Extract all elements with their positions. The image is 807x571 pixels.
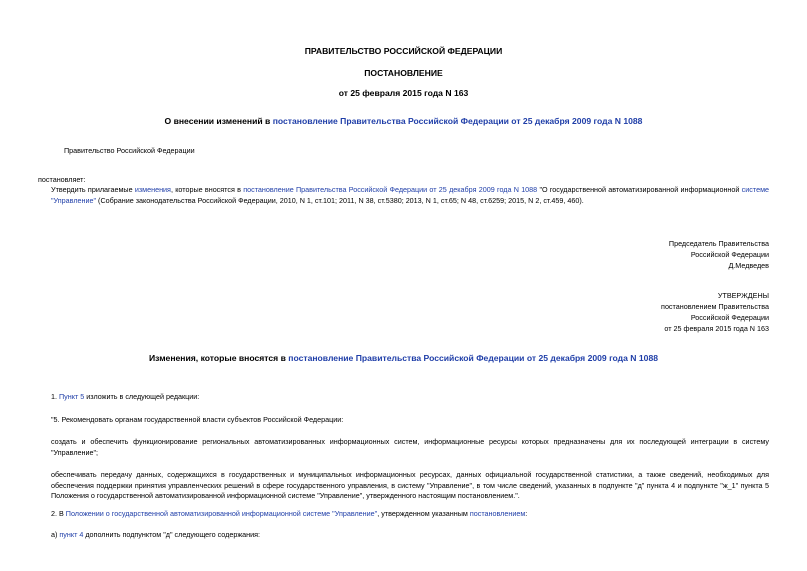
item-2a-link[interactable]: пункт 4	[59, 530, 84, 539]
document-title-text: О внесении изменений в	[164, 116, 273, 126]
resolution-link[interactable]: постановление Правительства Российской Федерации от 25 декабря 2009 года N 1088	[243, 185, 538, 194]
quote-create-systems: создать и обеспечить функционирование региональных автоматизированных информационных систем, информационные ресурсы которых предназначены для их последующей интеграции в систему "Управление";	[51, 437, 769, 457]
item-2-regulation-link[interactable]: Положении о государственной автоматизированной информационной системе "Управление"	[65, 509, 378, 518]
approved-date: от 25 февраля 2015 года N 163	[664, 324, 769, 333]
changes-link[interactable]: изменения	[134, 185, 171, 194]
item-2a	[51, 530, 260, 541]
item-2-text-b: , утвержденном указанным	[377, 509, 470, 518]
date-number: от 25 февраля 2015 года N 163	[338, 88, 469, 98]
changes-title-text: Изменения, которые вносятся в	[148, 353, 289, 363]
approved-by: постановлением Правительства	[661, 302, 769, 311]
doc-type-heading: ПОСТАНОВЛЕНИЕ	[364, 68, 443, 78]
approve-text-d: (Собрание законодательства Российской Федерации, 2010, N 1, ст.101; 2011, N 38, ст.5380; 2013, N 1, ст.65; N 48, ст.6259; 2015, N 2, ст.459, 460).	[96, 195, 584, 205]
quote-point-5: "5. Рекомендовать органам государственной власти субъектов Российской Федерации:	[51, 415, 344, 424]
changes-title	[0, 353, 807, 363]
document-title-link[interactable]: постановление Правительства Российской Федерации от 25 декабря 2009 года N 1088	[272, 116, 643, 126]
item-1	[51, 392, 199, 403]
item-1-number: 1.	[51, 392, 59, 401]
item-2-text-a: 2. В	[51, 509, 66, 518]
system-link[interactable]: системе "Управление"	[51, 185, 770, 205]
approve-text-a: Утвердить прилагаемые	[51, 185, 135, 194]
document-title	[0, 116, 807, 126]
item-1-link[interactable]: Пункт 5	[59, 392, 85, 401]
government-heading: ПРАВИТЕЛЬСТВО РОССИЙСКОЙ ФЕДЕРАЦИИ	[304, 46, 503, 56]
signature-position: Председатель Правительства	[668, 239, 769, 248]
item-2	[51, 509, 527, 520]
signature-name: Д.Медведев	[728, 261, 769, 270]
approved-country: Российской Федерации	[690, 313, 769, 322]
approved-heading: УТВЕРЖДЕНЫ	[717, 291, 769, 300]
item-1-text: изложить в следующей редакции:	[84, 392, 200, 401]
approve-text-c: "О государственной автоматизированной информационной	[537, 185, 742, 194]
paragraph-approve	[51, 185, 769, 206]
changes-title-link[interactable]: постановление Правительства Российской Федерации от 25 декабря 2009 года N 1088	[288, 353, 659, 363]
quote-data-transfer: обеспечивать передачу данных, содержащихся в государственных и муниципальных информационных ресурсах, данных официальной государственной статистики, а также сведений, необходимых для обеспечения поддержки принятия управленческих решений в сфере государственного управления, в систему "Управление", в том числе сведений, указанных в подпункте "д" пункта 4 и подпункте "ж_1" пункта 5 Положения о государственной автоматизированной информационной системе "Управление", утвержденного настоящим постановлением.".	[51, 470, 769, 500]
item-2-text-c: :	[525, 509, 528, 518]
government-line: Правительство Российской Федерации	[64, 146, 195, 155]
decrees-line: постановляет:	[38, 175, 86, 184]
item-2a-text-a: а)	[51, 530, 60, 539]
approve-text-b: , которые вносятся в	[170, 185, 244, 194]
item-2-resolution-link[interactable]: постановлением	[469, 509, 526, 518]
signature-country: Российской Федерации	[690, 250, 769, 259]
item-2a-text-b: дополнить подпунктом "д" следующего содержания:	[83, 530, 261, 539]
